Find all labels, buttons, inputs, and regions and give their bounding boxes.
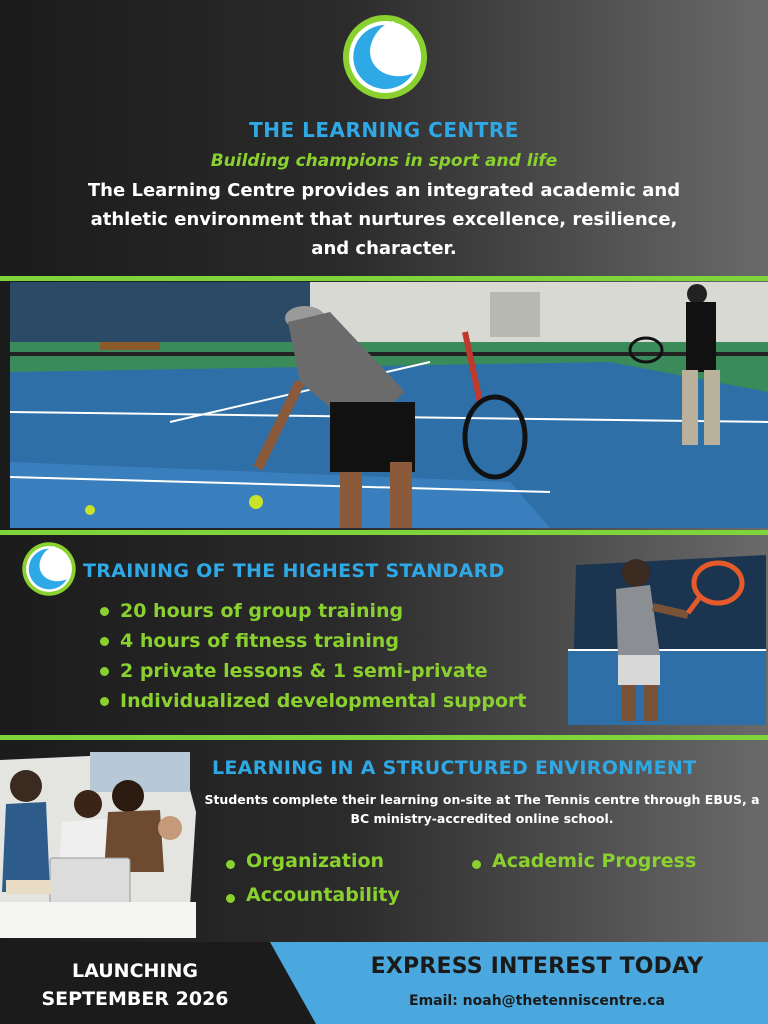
list-item: 2 private lessons & 1 semi-private [100, 656, 526, 686]
header-section [0, 0, 768, 276]
junior-player-photo [568, 555, 766, 725]
tennis-court-photo [10, 282, 768, 528]
contact-email[interactable]: Email: noah@thetenniscentre.ca [409, 993, 665, 1009]
learning-title: LEARNING IN A STRUCTURED ENVIRONMENT [212, 757, 697, 779]
list-item: Organization [226, 850, 384, 872]
tennis-ball-logo-icon [21, 541, 77, 597]
learning-description: Students complete their learning on-site at The Tennis centre through EBUS, a BC ministry-accredited online school. [204, 792, 760, 826]
training-list [100, 596, 526, 716]
intro-description: The Learning Centre provides an integrated academic and athletic environment that nurtures excellence, resilience, and character. [87, 180, 681, 259]
list-item: Individualized developmental support [100, 686, 526, 716]
list-item: 4 hours of fitness training [100, 626, 526, 656]
students-studying-photo [0, 752, 196, 938]
list-item: Accountability [226, 884, 400, 906]
launch-date [20, 957, 250, 1013]
page-title: THE LEARNING CENTRE [249, 118, 519, 142]
express-interest-heading: EXPRESS INTEREST TODAY [370, 954, 704, 979]
training-title: TRAINING OF THE HIGHEST STANDARD [83, 560, 505, 582]
launch-month: SEPTEMBER 2026 [41, 988, 229, 1010]
list-item: 20 hours of group training [100, 596, 526, 626]
launch-label: LAUNCHING [72, 960, 198, 982]
divider-line [0, 735, 768, 740]
tennis-ball-logo-icon [341, 13, 429, 101]
tagline: Building champions in sport and life [210, 151, 558, 171]
list-item: Academic Progress [472, 850, 696, 872]
divider-line [0, 276, 768, 281]
